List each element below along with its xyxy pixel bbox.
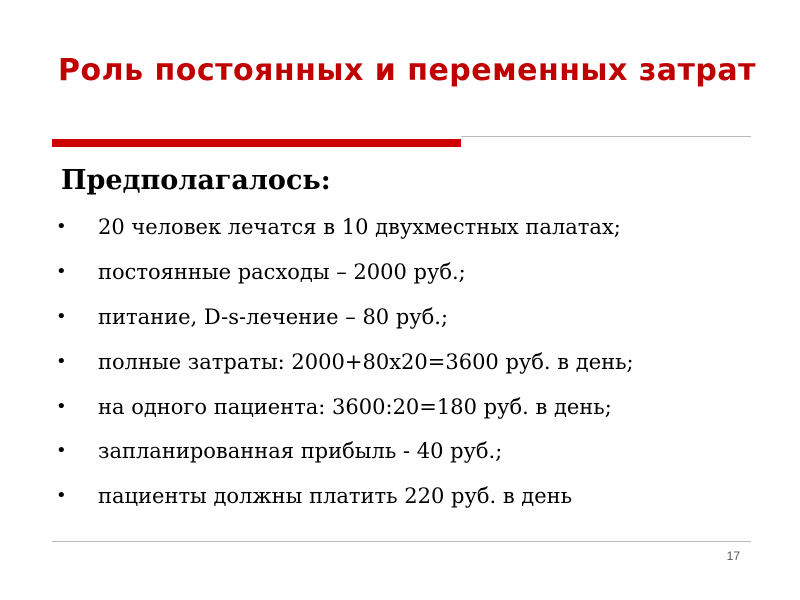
title-accent-bar xyxy=(52,139,461,147)
bullet-item xyxy=(56,429,756,474)
bullet-text: постоянные расходы – 2000 руб.; xyxy=(98,259,466,284)
bullet-text: 20 человек лечатся в 10 двухместных палатах; xyxy=(98,215,621,239)
bullet-marker: • xyxy=(56,305,67,327)
bullet-item xyxy=(56,205,756,250)
bullet-text: пациенты должны платить 220 руб. в день xyxy=(98,484,573,509)
slide-title: Роль постоянных и переменных затрат xyxy=(58,53,757,88)
slide-subtitle: Предполагалось: xyxy=(61,165,331,196)
bullet-text: запланированная прибыль - 40 руб.; xyxy=(98,439,503,464)
bullet-marker: • xyxy=(56,395,67,417)
bullet-marker: • xyxy=(56,485,67,507)
bullet-marker: • xyxy=(56,440,67,462)
bullet-text: на одного пациента: 3600:20=180 руб. в день; xyxy=(98,394,612,419)
bullet-item xyxy=(56,385,756,430)
title-divider-line xyxy=(461,136,751,137)
bullet-marker: • xyxy=(56,216,67,237)
bullet-text: питание, D-s-лечение – 80 руб.; xyxy=(98,304,449,329)
bullet-item xyxy=(56,474,756,519)
page-number: 17 xyxy=(726,549,740,563)
bullet-item xyxy=(56,295,756,340)
footer-divider-line xyxy=(52,541,751,542)
bullet-marker: • xyxy=(56,350,67,372)
bullet-item xyxy=(56,250,756,295)
bullet-item xyxy=(56,340,756,385)
bullet-marker: • xyxy=(56,260,67,282)
bullet-list xyxy=(56,205,756,519)
bullet-text: полные затраты: 2000+80х20=3600 руб. в день; xyxy=(98,349,634,374)
